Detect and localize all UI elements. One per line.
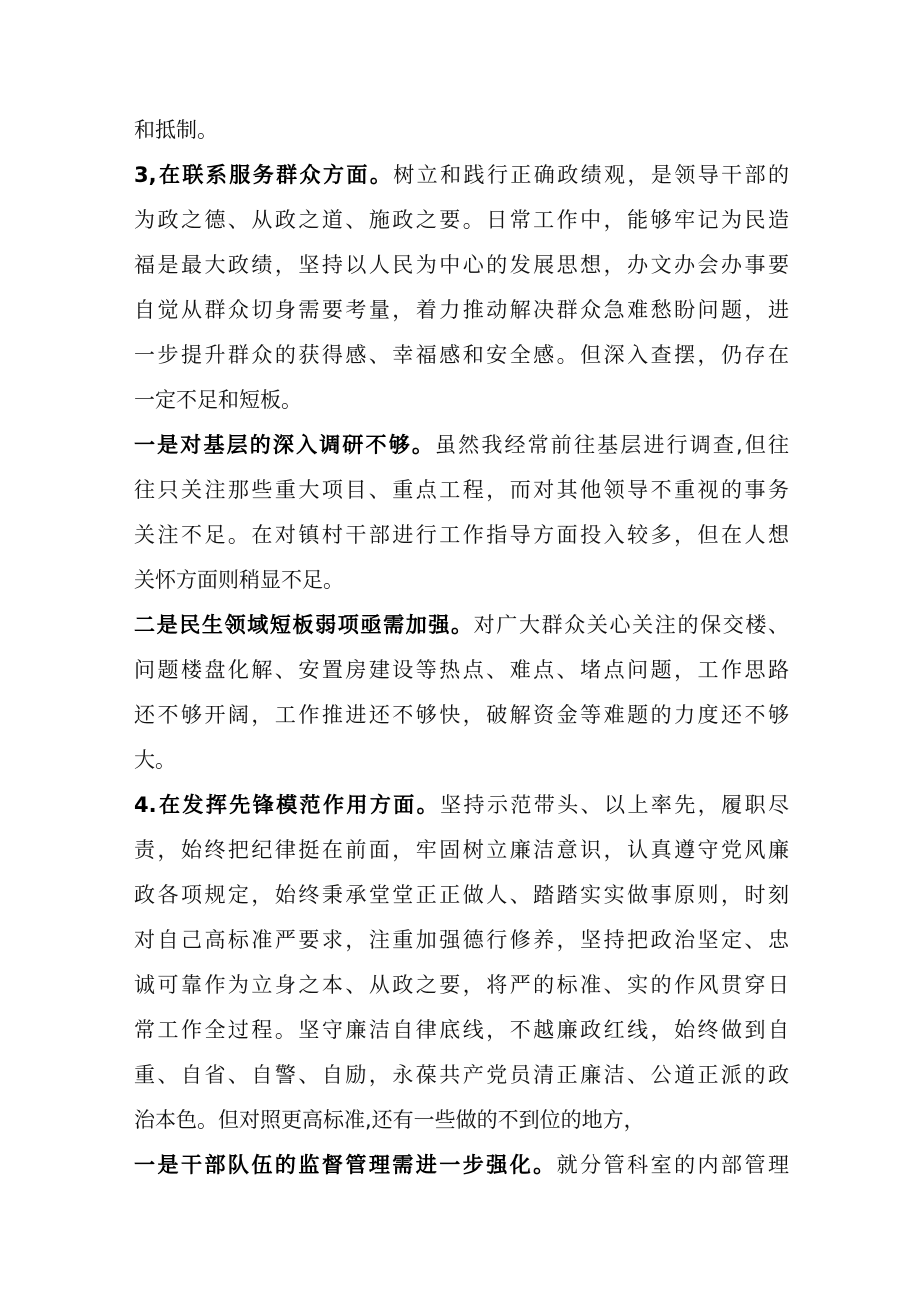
section-heading: 4.在发挥先锋模范作用方面。 (134, 793, 441, 817)
body-text: 责，始终把纪律挺在前面，牢固树立廉洁意识，认真遵守党风廉 (134, 838, 789, 862)
body-text: 就分管科室的内部管理 (556, 1153, 789, 1177)
body-text: 政各项规定，始终秉承堂堂正正做人、踏踏实实做事原则，时刻 (134, 883, 789, 907)
body-text: 虽然我经常前往基层进行调查,但往 (435, 433, 789, 457)
body-text: 诚可靠作为立身之本、从政之要，将严的标准、实的作风贯穿日 (134, 973, 789, 997)
body-text: 还不够开阔，工作推进还不够快，破解资金等难题的力度还不够 (134, 703, 789, 727)
body-text: 对广大群众关心关注的保交楼、 (473, 613, 789, 637)
text-line (134, 288, 789, 333)
section-heading: 一是干部队伍的监督管理需进一步强化。 (134, 1153, 557, 1177)
section-heading: 一是对基层的深入调研不够。 (134, 433, 436, 457)
body-text: 树立和践行正确政绩观，是领导干部的 (393, 163, 789, 187)
text-line (134, 558, 789, 603)
body-text: 关怀方面则稍显不足。 (134, 568, 344, 592)
section-heading: 二是民生领域短板弱项亟需加强。 (134, 613, 474, 637)
text-line (134, 513, 789, 558)
text-line (134, 1008, 789, 1053)
text-line (134, 783, 789, 828)
document-body (134, 108, 789, 1188)
body-text: 治本色。但对照更高标准,还有一些做的不到位的地方， (134, 1108, 645, 1132)
body-text: 关注不足。在对镇村干部进行工作指导方面投入较多，但在人想 (134, 523, 789, 547)
body-text: 重、自省、自警、自励，永葆共产党员清正廉洁、公道正派的政 (134, 1063, 789, 1087)
body-text: 往只关注那些重大项目、重点工程，而对其他领导不重视的事务 (134, 478, 789, 502)
text-line (134, 1053, 789, 1098)
body-text: 一定不足和短板。 (134, 388, 302, 412)
text-line (134, 243, 789, 288)
text-line (134, 153, 789, 198)
body-text: 问题楼盘化解、安置房建设等热点、难点、堵点问题，工作思路 (134, 658, 789, 682)
text-line (134, 648, 789, 693)
text-line (134, 603, 789, 648)
text-line (134, 918, 789, 963)
text-line (134, 693, 789, 738)
text-line (134, 198, 789, 243)
section-heading: 3,在联系服务群众方面。 (134, 163, 394, 187)
text-line (134, 828, 789, 873)
body-text: 为政之德、从政之道、施政之要。日常工作中，能够牢记为民造 (134, 208, 789, 232)
text-line (134, 963, 789, 1008)
body-text: 和抵制。 (134, 118, 218, 142)
text-line (134, 423, 789, 468)
body-text: 对自己高标准严要求，注重加强德行修养，坚持把政治坚定、忠 (134, 928, 789, 952)
text-line (134, 333, 789, 378)
body-text: 大。 (134, 748, 176, 772)
text-line (134, 108, 789, 153)
body-text: 一步提升群众的获得感、幸福感和安全感。但深入查摆，仍存在 (134, 343, 789, 367)
text-line (134, 738, 789, 783)
text-line (134, 378, 789, 423)
text-line (134, 873, 789, 918)
body-text: 自觉从群众切身需要考量，着力推动解决群众急难愁盼问题，进 (134, 298, 789, 322)
text-line (134, 1143, 789, 1188)
body-text: 坚持示范带头、以上率先，履职尽 (440, 793, 789, 817)
body-text: 福是最大政绩，坚持以人民为中心的发展思想，办文办会办事要 (134, 253, 789, 277)
text-line (134, 1098, 789, 1143)
body-text: 常工作全过程。坚守廉洁自律底线，不越廉政红线，始终做到自 (134, 1018, 789, 1042)
text-line (134, 468, 789, 513)
